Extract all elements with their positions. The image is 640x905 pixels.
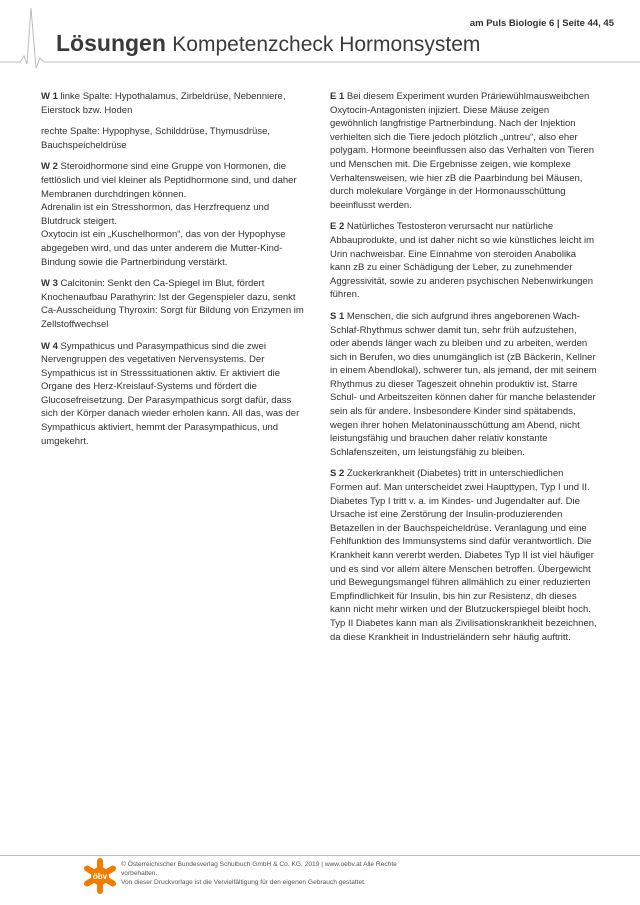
answer-text: Zuckerkrankheit (Diabetes) tritt in unterschiedlichen Formen auf. Man unterscheidet zwei Haupttypen, Typ I und II. Diabetes Typ I tritt v. a. im Kindes- und Jugendalter auf. Die Ursache ist eine Zerstörung der Insulin-produzierenden Betazellen in der Bauchspeicheldrüse. Veranlagung und eine Fehlfunktion des Immunsystems sind dafür verantwortlich. Die Krankheit kann vererbt werden. Diabetes Typ II ist viel häufiger und es sind vor allem ältere Menschen betroffen. Übergewicht und Bewegungsmangel führen allmählich zu einer reduzierten Empfindlichkeit für Insulin, bis hin zur Resistenz, dh dieses kann nicht mehr wirken und der Blutzuckerspiegel bleibt hoch. Typ II Diabetes kann man als Zivilisationskrankheit bezeichnen, da diese Krankheit in Industrieländern sehr häufig auftritt.	[330, 468, 597, 643]
answer-w2	[41, 160, 308, 201]
answer-e1	[330, 90, 597, 212]
title-subject: Kompetenzcheck Hormonsystem	[172, 33, 481, 56]
answer-text: Calcitonin: Senkt den Ca-Spiegel im Blut, fördert Knochenaufbau Parathyrin: Ist der Gegenspieler dazu, senkt Ca-Ausscheidung Thyroxin: Sorgt für Bildung von Enzymen im Zellstoffwechsel	[41, 278, 304, 330]
book-reference: am Puls Biologie 6 | Seite 44, 45	[469, 18, 614, 29]
copyright-notice	[121, 860, 421, 887]
answer-text: Sympathicus und Parasympathicus sind die zwei Nervengruppen des vegetativen Nervensystems. Der Sympathicus ist in Stresssituationen aktiv. Er aktiviert die Organe des Herz-Kreislauf-Systems und fördert die Glucosefreisetzung. Der Parasympathicus sorgt dafür, dass sich der Körper danach wieder erholen kann. All das, was der Sympathicus aktiviert, hemmt der Parasympathicus, und umgekehrt.	[41, 340, 300, 447]
left-column	[41, 90, 308, 456]
answer-label: W 4	[41, 340, 58, 352]
answer-label: E 1	[330, 91, 345, 102]
answer-text: Adrenalin ist ein Stresshormon, das Herzfrequenz und Blutdruck steigert.	[41, 202, 270, 227]
title-strong: Lösungen	[56, 30, 166, 56]
answer-text: Steroidhormone sind eine Gruppe von Hormonen, die fettlöslich und viel kleiner als Peptidhormone sind, und daher Membranen durchdringen können.	[41, 161, 297, 200]
logo-text: öbv	[92, 872, 108, 881]
answer-text: linke Spalte: Hypothalamus, Zirbeldrüse, Nebenniere, Eierstock bzw. Hoden	[41, 91, 286, 116]
answer-w2-oxytocin	[41, 228, 308, 269]
right-column	[330, 90, 597, 652]
answer-w3	[41, 277, 308, 331]
publisher-logo-icon	[82, 856, 118, 896]
answer-text: rechte Spalte: Hypophyse, Schilddrüse, Thymusdrüse, Bauchspeicheldrüse	[41, 126, 270, 151]
answer-e2	[330, 220, 597, 302]
answer-text: Oxytocin ist ein „Kuschelhormon“, das von der Hypophyse abgegeben wird, und das unter anderem die Mutter-Kind-Bindung sowie die Partnerbindung verstärkt.	[41, 229, 286, 268]
usage-notice: Von dieser Druckvorlage ist die Vervielfältigung für den eigenen Gebrauch gestattet.	[121, 879, 366, 886]
copyright-line: © Österreichischer Bundesverlag Schulbuch GmbH & Co. KG, 2019 | www.oebv.at Alle Rechte vorbehalten.	[121, 861, 397, 877]
answer-w1	[41, 90, 308, 117]
answer-s2	[330, 467, 597, 644]
answer-label: W 1	[41, 91, 58, 102]
answer-label: S 2	[330, 468, 345, 480]
answer-text: Bei diesem Experiment wurden Präriewühlmausweibchen Oxytocin-Antagonisten injiziert. Diese Mäuse zeigen gewöhnlich langfristige Partnerbindung. Nach der Injektion verhielten sich die Tiere jedoch plötzlich „untreu“, also eher polygam. Hormone beeinflussen also das Verhalten von Tieren und Menschen mit. Die Ergebnisse zeigen, wie komplexe Verhaltensweisen, wie hier zB die Paarbindung bei Mäusen, durch molekulare Vorgänge in der Hormonausschüttung beeinflusst werden.	[330, 91, 595, 211]
answer-w2-adrenalin	[41, 201, 308, 228]
answer-label: W 2	[41, 161, 58, 173]
answer-s1	[330, 310, 597, 460]
answer-text: Menschen, die sich aufgrund ihres angeborenen Wach-Schlaf-Rhythmus schwer damit tun, sehr früh aufzustehen, oder abends länger wach zu bleiben und zu arbeiten, werden sich in Berufen, wo dies unumgänglich ist (zB Bäckerin, Kellner in einem Abendlokal), schwerer tun, als jemand, der mit seinem Rhythmus zu dieser Tageszeit ohnehin produktiv ist. Starre Schul- und Arbeitszeiten können daher für manche belastender sein als für andere. Insbesondere Kinder sind spätabends, wegen ihrer hohen Melatoninausschüttung am Abend, nicht leistungsfähig und brauchen daher relativ konstante Schlafenszeiten, um leistungsfähig zu bleiben.	[330, 310, 597, 458]
answer-w4	[41, 340, 308, 449]
answer-w1-continued	[41, 125, 308, 152]
answer-text: Natürliches Testosteron verursacht nur natürliche Abbauprodukte, und ist daher nicht so wie künstliches leicht im Urin nachweisbar. Eine Einnahme von steroiden Anabolika kann zB zu einer Schädigung der Leber, zu zunehmender Aggressivität, sowie zu anderen psychischen Nebenwirkungen führen.	[330, 221, 595, 301]
answer-label: W 3	[41, 278, 58, 290]
answer-label: S 1	[330, 310, 345, 322]
answer-label: E 2	[330, 221, 345, 233]
page-title	[56, 30, 480, 57]
